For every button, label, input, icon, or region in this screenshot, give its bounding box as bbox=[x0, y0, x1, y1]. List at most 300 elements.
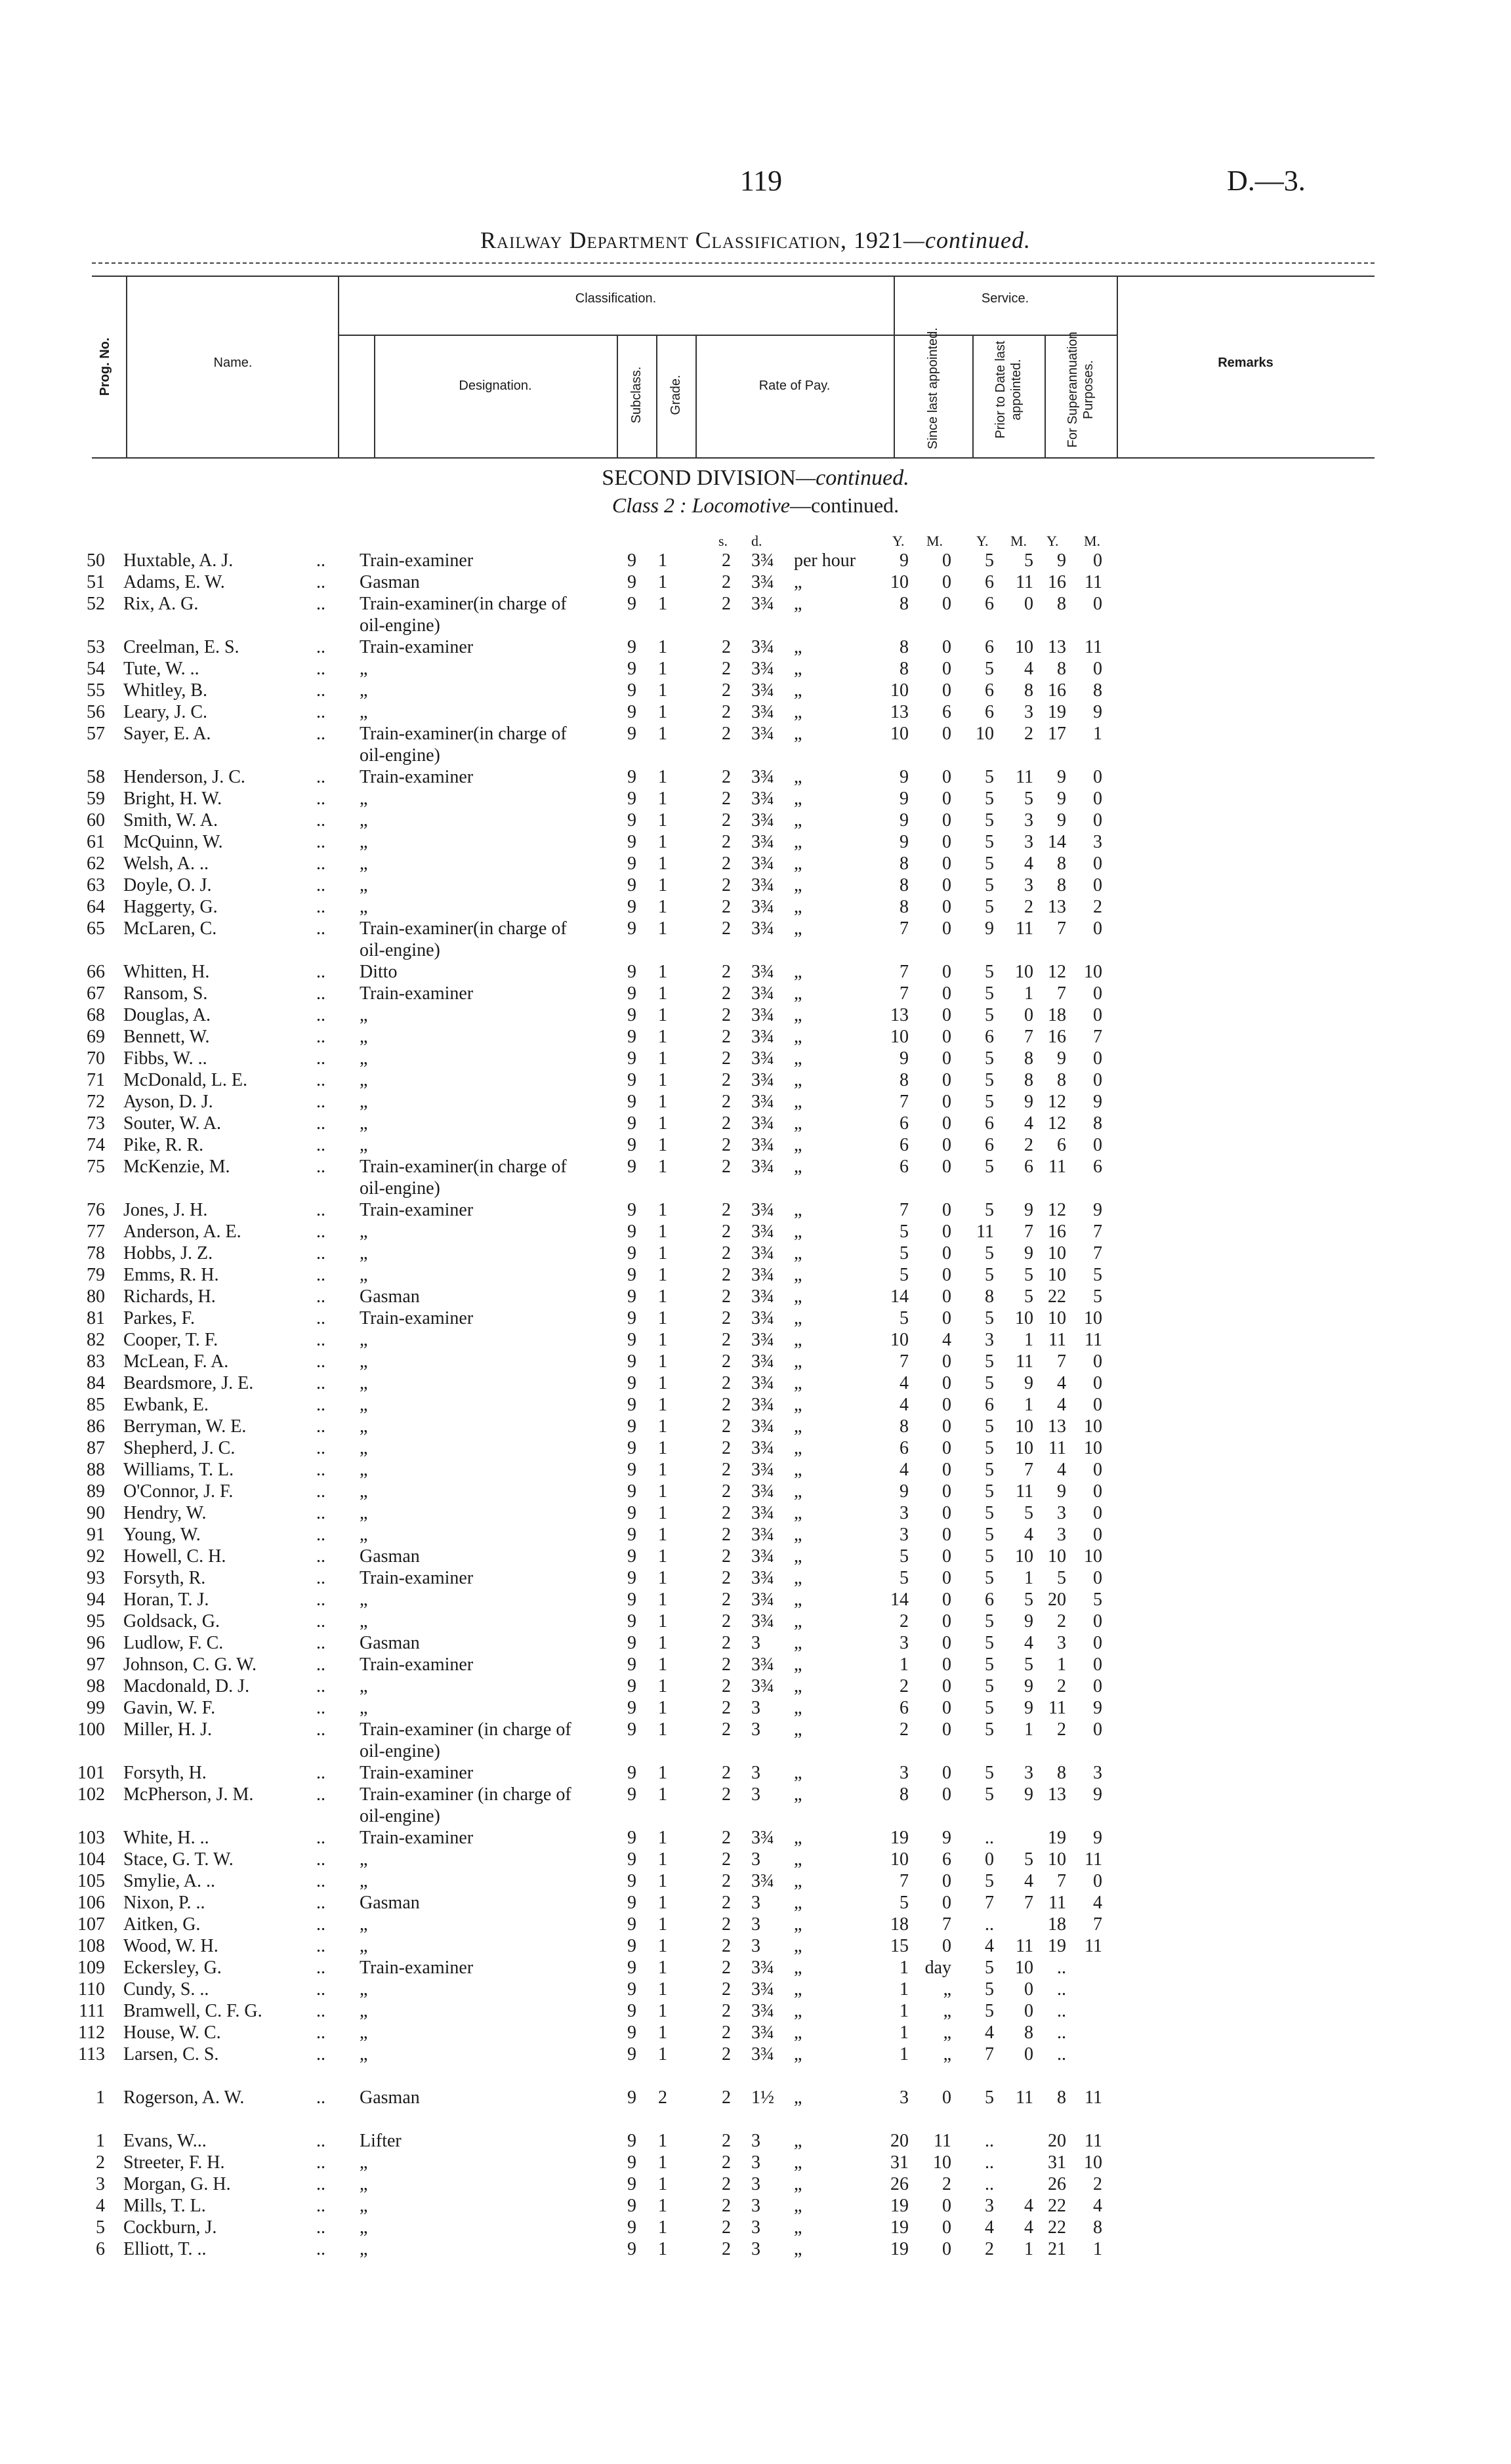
subclass: 9 bbox=[627, 918, 636, 939]
super-years: 11 bbox=[1048, 1157, 1066, 1177]
since-last-years: 6 bbox=[900, 1113, 909, 1134]
since-last-years: 7 bbox=[900, 918, 909, 939]
designation: „ bbox=[360, 1222, 368, 1242]
rate-shillings: 2 bbox=[722, 1611, 731, 1632]
since-last-years: 31 bbox=[890, 2152, 909, 2173]
designation: „ bbox=[360, 832, 368, 852]
leader-dots: .. bbox=[316, 1005, 325, 1025]
since-last-years: 6 bbox=[900, 1698, 909, 1718]
prior-years: 5 bbox=[985, 1460, 994, 1480]
rate-shillings: 2 bbox=[722, 1698, 731, 1718]
header-for-super: For Superannuation Purposes. bbox=[1066, 331, 1096, 448]
prog-number: 2 bbox=[96, 2152, 105, 2173]
prior-years: 5 bbox=[985, 853, 994, 874]
class-continued: —continued. bbox=[789, 493, 900, 517]
since-last-years: 19 bbox=[890, 2217, 909, 2238]
rate-pence: 3 bbox=[751, 2196, 760, 2216]
rate-shillings: 2 bbox=[722, 832, 731, 852]
table-row bbox=[0, 1502, 1511, 1524]
grade: 1 bbox=[658, 1828, 667, 1848]
since-last-years: 10 bbox=[890, 1330, 909, 1350]
prior-years: 5 bbox=[985, 1719, 994, 1740]
super-years: 11 bbox=[1048, 1893, 1066, 1913]
leader-dots: .. bbox=[316, 1351, 325, 1372]
rate-shillings: 2 bbox=[722, 983, 731, 1004]
rate-period: „ bbox=[794, 1135, 802, 1155]
since-last-months: 0 bbox=[942, 594, 951, 614]
super-years: 8 bbox=[1057, 1070, 1066, 1090]
subclass: 9 bbox=[627, 1048, 636, 1069]
employee-name: Miller, H. J. bbox=[123, 1719, 212, 1740]
since-last-months: 7 bbox=[942, 1914, 951, 1935]
super-years: .. bbox=[1057, 1979, 1066, 2000]
since-last-years: 7 bbox=[900, 1871, 909, 1891]
since-last-years: 6 bbox=[900, 1438, 909, 1458]
since-last-years: 2 bbox=[900, 1611, 909, 1632]
designation: Train-examiner(in charge of oil-engine) bbox=[360, 918, 567, 960]
table-row bbox=[0, 2217, 1511, 2238]
document-reference: D.—3. bbox=[1227, 165, 1306, 197]
rate-period: „ bbox=[794, 1373, 802, 1393]
designation: „ bbox=[360, 2152, 368, 2173]
leader-dots: .. bbox=[316, 983, 325, 1004]
subclass: 9 bbox=[627, 810, 636, 831]
rate-shillings: 2 bbox=[722, 1351, 731, 1372]
prior-months: 5 bbox=[1024, 789, 1033, 809]
leader-dots: .. bbox=[316, 2001, 325, 2021]
designation: Gasman bbox=[360, 1286, 420, 1307]
since-last-months: 0 bbox=[942, 1265, 951, 1285]
table-row bbox=[0, 701, 1511, 723]
super-months: 9 bbox=[1093, 1698, 1102, 1718]
prog-number: 68 bbox=[87, 1005, 105, 1025]
employee-name: Tute, W. .. bbox=[123, 659, 199, 679]
table-row bbox=[0, 593, 1511, 636]
table-row bbox=[0, 2087, 1511, 2108]
prog-number: 98 bbox=[87, 1676, 105, 1696]
subclass: 9 bbox=[627, 1784, 636, 1805]
since-last-years: 2 bbox=[900, 1676, 909, 1696]
prog-number: 74 bbox=[87, 1135, 105, 1155]
employee-name: McQuinn, W. bbox=[123, 832, 223, 852]
rate-shillings: 2 bbox=[722, 1719, 731, 1740]
super-months: 1 bbox=[1093, 2239, 1102, 2259]
since-last-months: 2 bbox=[942, 2174, 951, 2194]
super-months: 11 bbox=[1085, 572, 1102, 592]
table-row bbox=[0, 2195, 1511, 2217]
prog-number: 57 bbox=[87, 724, 105, 744]
rate-shillings: 2 bbox=[722, 1157, 731, 1177]
header-for-super-cell bbox=[1045, 331, 1117, 457]
rate-period: „ bbox=[794, 637, 802, 657]
table-row bbox=[0, 658, 1511, 680]
subclass: 9 bbox=[627, 789, 636, 809]
rate-pence: 3¾ bbox=[751, 1200, 774, 1220]
employee-name: Hendry, W. bbox=[123, 1503, 207, 1523]
super-years: 22 bbox=[1048, 2196, 1066, 2216]
rate-period: „ bbox=[794, 680, 802, 701]
table-row bbox=[0, 550, 1511, 571]
subclass: 9 bbox=[627, 1027, 636, 1047]
leader-dots: .. bbox=[316, 1135, 325, 1155]
subclass: 9 bbox=[627, 1416, 636, 1437]
grade: 1 bbox=[658, 594, 667, 614]
prior-years: 5 bbox=[985, 1525, 994, 1545]
super-months: 0 bbox=[1093, 1135, 1102, 1155]
prior-months: 2 bbox=[1024, 1135, 1033, 1155]
employee-name: Creelman, E. S. bbox=[123, 637, 239, 657]
prior-months: 9 bbox=[1024, 1784, 1033, 1805]
grade: 1 bbox=[658, 1893, 667, 1913]
subclass: 9 bbox=[627, 2044, 636, 2064]
employee-name: Jones, J. H. bbox=[123, 1200, 208, 1220]
rate-shillings: 2 bbox=[722, 659, 731, 679]
grade: 1 bbox=[658, 1958, 667, 1978]
super-months: 10 bbox=[1084, 1416, 1102, 1437]
since-last-months: 0 bbox=[942, 767, 951, 787]
employee-name: Ewbank, E. bbox=[123, 1395, 209, 1415]
rate-period: „ bbox=[794, 897, 802, 917]
table-row bbox=[0, 1849, 1511, 1870]
table-row bbox=[0, 1762, 1511, 1784]
rate-shillings: 2 bbox=[722, 724, 731, 744]
rate-period: „ bbox=[794, 1286, 802, 1307]
grade: 1 bbox=[658, 1157, 667, 1177]
grade: 1 bbox=[658, 1395, 667, 1415]
table-row bbox=[0, 1134, 1511, 1156]
employee-name: Smylie, A. .. bbox=[123, 1871, 216, 1891]
super-months: 10 bbox=[1084, 962, 1102, 982]
since-last-years: 4 bbox=[900, 1460, 909, 1480]
since-last-years: 10 bbox=[890, 572, 909, 592]
subclass: 9 bbox=[627, 1611, 636, 1632]
employee-name: Cockburn, J. bbox=[123, 2217, 217, 2238]
prior-months: 3 bbox=[1024, 832, 1033, 852]
rate-pence: 3¾ bbox=[751, 767, 774, 787]
subclass: 9 bbox=[627, 1503, 636, 1523]
prior-months: 5 bbox=[1024, 1849, 1033, 1870]
super-years: 19 bbox=[1048, 1936, 1066, 1956]
table-row bbox=[0, 1524, 1511, 1546]
since-last-months: 10 bbox=[933, 2152, 951, 2173]
prior-months: 3 bbox=[1024, 875, 1033, 895]
since-last-years: 10 bbox=[890, 1849, 909, 1870]
super-years: 14 bbox=[1048, 832, 1066, 852]
prior-months: 11 bbox=[1016, 767, 1033, 787]
leader-dots: .. bbox=[316, 1676, 325, 1696]
super-months: 10 bbox=[1084, 2152, 1102, 2173]
super-years: 19 bbox=[1048, 1828, 1066, 1848]
table-row bbox=[0, 1156, 1511, 1199]
subclass: 9 bbox=[627, 1828, 636, 1848]
rate-pence: 3¾ bbox=[751, 1027, 774, 1047]
leader-dots: .. bbox=[316, 2196, 325, 2216]
prior-years: 9 bbox=[985, 918, 994, 939]
super-years: 17 bbox=[1048, 724, 1066, 744]
designation: Gasman bbox=[360, 1546, 420, 1567]
prior-months: 10 bbox=[1015, 1546, 1033, 1567]
employee-name: Forsyth, H. bbox=[123, 1763, 207, 1783]
subclass: 9 bbox=[627, 1676, 636, 1696]
super-years: 16 bbox=[1048, 1027, 1066, 1047]
subclass: 9 bbox=[627, 853, 636, 874]
super-months: 8 bbox=[1093, 2217, 1102, 2238]
prior-years: 5 bbox=[985, 1243, 994, 1263]
header-name: Name. bbox=[213, 356, 253, 370]
designation: Train-examiner bbox=[360, 1763, 474, 1783]
leader-dots: .. bbox=[316, 767, 325, 787]
rate-pence: 3¾ bbox=[751, 1546, 774, 1567]
super-years: 11 bbox=[1048, 1698, 1066, 1718]
prog-number: 64 bbox=[87, 897, 105, 917]
designation: Gasman bbox=[360, 1893, 420, 1913]
since-last-months: 0 bbox=[942, 659, 951, 679]
header-classification: Classification. bbox=[575, 291, 657, 306]
rate-shillings: 2 bbox=[722, 1590, 731, 1610]
table-row bbox=[0, 853, 1511, 874]
since-last-years: 19 bbox=[890, 1828, 909, 1848]
super-years: 13 bbox=[1048, 897, 1066, 917]
grade: 1 bbox=[658, 832, 667, 852]
leader-dots: .. bbox=[316, 1525, 325, 1545]
rate-shillings: 2 bbox=[722, 2174, 731, 2194]
super-years: 4 bbox=[1057, 1460, 1066, 1480]
super-months: 1 bbox=[1093, 724, 1102, 744]
since-last-months: 0 bbox=[942, 1113, 951, 1134]
prog-number: 93 bbox=[87, 1568, 105, 1588]
designation: Ditto bbox=[360, 962, 398, 982]
rate-shillings: 2 bbox=[722, 1005, 731, 1025]
rate-shillings: 2 bbox=[722, 1135, 731, 1155]
super-months: 0 bbox=[1093, 594, 1102, 614]
rate-pence: 3¾ bbox=[751, 1654, 774, 1675]
super-years: 7 bbox=[1057, 918, 1066, 939]
employee-name: Haggerty, G. bbox=[123, 897, 218, 917]
super-months: 7 bbox=[1093, 1243, 1102, 1263]
super-months: 3 bbox=[1093, 1763, 1102, 1783]
since-last-months: „ bbox=[943, 2023, 951, 2043]
table-row bbox=[0, 1459, 1511, 1481]
employee-name: Bright, H. W. bbox=[123, 789, 222, 809]
prior-years: 5 bbox=[985, 1438, 994, 1458]
super-months: 2 bbox=[1093, 897, 1102, 917]
rate-pence: 3¾ bbox=[751, 1330, 774, 1350]
since-last-years: 8 bbox=[900, 897, 909, 917]
grade: 1 bbox=[658, 572, 667, 592]
unit-years: Y. bbox=[976, 533, 989, 549]
grade: 1 bbox=[658, 637, 667, 657]
rate-pence: 3¾ bbox=[751, 1481, 774, 1502]
grade: 1 bbox=[658, 1286, 667, 1307]
grade: 1 bbox=[658, 1416, 667, 1437]
rate-pence: 3 bbox=[751, 1936, 760, 1956]
header-rate-of-pay: Rate of Pay. bbox=[758, 379, 831, 393]
rate-period: „ bbox=[794, 2044, 802, 2064]
leader-dots: .. bbox=[316, 659, 325, 679]
super-years: 2 bbox=[1057, 1676, 1066, 1696]
leader-dots: .. bbox=[316, 1481, 325, 1502]
employee-name: Macdonald, D. J. bbox=[123, 1676, 250, 1696]
rate-shillings: 2 bbox=[722, 572, 731, 592]
header-service: Service. bbox=[981, 291, 1029, 306]
since-last-years: 9 bbox=[900, 832, 909, 852]
grade: 1 bbox=[658, 1784, 667, 1805]
super-years: 12 bbox=[1048, 1200, 1066, 1220]
header-since-last: Since last appointed. bbox=[926, 327, 940, 449]
subclass: 9 bbox=[627, 2087, 636, 2108]
rate-shillings: 2 bbox=[722, 2217, 731, 2238]
table-row bbox=[0, 1069, 1511, 1091]
prior-years: 5 bbox=[985, 2001, 994, 2021]
rate-shillings: 2 bbox=[722, 1871, 731, 1891]
leader-dots: .. bbox=[316, 572, 325, 592]
since-last-years: 3 bbox=[900, 2087, 909, 2108]
since-last-months: 0 bbox=[942, 1719, 951, 1740]
designation: Train-examiner bbox=[360, 1958, 474, 1978]
table-row bbox=[0, 2238, 1511, 2260]
table-row bbox=[0, 1221, 1511, 1242]
since-last-months: 6 bbox=[942, 702, 951, 722]
employee-name: Gavin, W. F. bbox=[123, 1698, 216, 1718]
employee-name: Aitken, G. bbox=[123, 1914, 201, 1935]
designation: „ bbox=[360, 810, 368, 831]
subclass: 9 bbox=[627, 2196, 636, 2216]
rate-period: „ bbox=[794, 789, 802, 809]
rate-shillings: 2 bbox=[722, 1460, 731, 1480]
since-last-months: 0 bbox=[942, 1243, 951, 1263]
rate-period: „ bbox=[794, 1048, 802, 1069]
rate-period: „ bbox=[794, 810, 802, 831]
prog-number: 3 bbox=[96, 2174, 105, 2194]
since-last-months: 0 bbox=[942, 1460, 951, 1480]
rate-shillings: 2 bbox=[722, 1893, 731, 1913]
super-years: 10 bbox=[1048, 1849, 1066, 1870]
rate-period: „ bbox=[794, 1611, 802, 1632]
header-remarks: Remarks bbox=[1218, 356, 1273, 370]
prior-years: 5 bbox=[985, 810, 994, 831]
super-years: 4 bbox=[1057, 1395, 1066, 1415]
designation: „ bbox=[360, 1395, 368, 1415]
since-last-months: 6 bbox=[942, 1849, 951, 1870]
subclass: 9 bbox=[627, 637, 636, 657]
grade: 1 bbox=[658, 1676, 667, 1696]
rate-period: „ bbox=[794, 2131, 802, 2151]
subclass: 9 bbox=[627, 1135, 636, 1155]
prior-years: 5 bbox=[985, 1351, 994, 1372]
prior-months: 3 bbox=[1024, 702, 1033, 722]
prog-number: 67 bbox=[87, 983, 105, 1004]
title-continued: —continued. bbox=[903, 227, 1031, 253]
table-row bbox=[0, 1654, 1511, 1675]
subclass: 9 bbox=[627, 1286, 636, 1307]
super-years: 13 bbox=[1048, 1416, 1066, 1437]
table-row bbox=[0, 983, 1511, 1004]
rate-period: „ bbox=[794, 2196, 802, 2216]
table-row bbox=[0, 1546, 1511, 1567]
since-last-years: 8 bbox=[900, 637, 909, 657]
table-row bbox=[0, 723, 1511, 766]
grade: 1 bbox=[658, 1460, 667, 1480]
prior-years: 5 bbox=[985, 1092, 994, 1112]
prior-years: 6 bbox=[985, 702, 994, 722]
prior-months: 2 bbox=[1024, 897, 1033, 917]
header-divider bbox=[656, 335, 657, 457]
prog-number: 89 bbox=[87, 1481, 105, 1502]
designation: Gasman bbox=[360, 1633, 420, 1653]
since-last-years: 9 bbox=[900, 810, 909, 831]
leader-dots: .. bbox=[316, 2131, 325, 2151]
designation: „ bbox=[360, 1005, 368, 1025]
subclass: 9 bbox=[627, 1936, 636, 1956]
super-years: 7 bbox=[1057, 983, 1066, 1004]
grade: 1 bbox=[658, 1222, 667, 1242]
prior-years: 5 bbox=[985, 1005, 994, 1025]
since-last-months: 0 bbox=[942, 1070, 951, 1090]
super-years: 8 bbox=[1057, 1763, 1066, 1783]
since-last-years: 10 bbox=[890, 680, 909, 701]
rate-pence: 3¾ bbox=[751, 1113, 774, 1134]
super-months: 5 bbox=[1093, 1286, 1102, 1307]
employee-name: Johnson, C. G. W. bbox=[123, 1654, 257, 1675]
subclass: 9 bbox=[627, 659, 636, 679]
prior-months: 10 bbox=[1015, 962, 1033, 982]
designation: „ bbox=[360, 1676, 368, 1696]
rate-period: „ bbox=[794, 983, 802, 1004]
super-months: 0 bbox=[1093, 767, 1102, 787]
designation: „ bbox=[360, 2217, 368, 2238]
employee-name: Emms, R. H. bbox=[123, 1265, 219, 1285]
rate-period: per hour bbox=[794, 550, 856, 571]
employee-name: Ransom, S. bbox=[123, 983, 208, 1004]
super-months: 9 bbox=[1093, 702, 1102, 722]
prog-number: 61 bbox=[87, 832, 105, 852]
leader-dots: .. bbox=[316, 637, 325, 657]
table-row bbox=[0, 1979, 1511, 2000]
prog-number: 52 bbox=[87, 594, 105, 614]
employee-name: Forsyth, R. bbox=[123, 1568, 206, 1588]
prior-years: 5 bbox=[985, 1416, 994, 1437]
designation: „ bbox=[360, 1979, 368, 2000]
prior-years: 7 bbox=[985, 1893, 994, 1913]
prior-years: 5 bbox=[985, 1958, 994, 1978]
rate-shillings: 2 bbox=[722, 1243, 731, 1263]
designation: „ bbox=[360, 2023, 368, 2043]
prior-months: 11 bbox=[1016, 1351, 1033, 1372]
leader-dots: .. bbox=[316, 1546, 325, 1567]
prog-number: 94 bbox=[87, 1590, 105, 1610]
leader-dots: .. bbox=[316, 1979, 325, 2000]
prior-months: 4 bbox=[1024, 853, 1033, 874]
leader-dots: .. bbox=[316, 1222, 325, 1242]
designation: „ bbox=[360, 1330, 368, 1350]
grade: 1 bbox=[658, 1914, 667, 1935]
prog-number: 97 bbox=[87, 1654, 105, 1675]
prior-months: 11 bbox=[1016, 1936, 1033, 1956]
subclass: 9 bbox=[627, 1546, 636, 1567]
since-last-years: 5 bbox=[900, 1243, 909, 1263]
super-years: 7 bbox=[1057, 1351, 1066, 1372]
subclass: 9 bbox=[627, 1525, 636, 1545]
super-years: 7 bbox=[1057, 1871, 1066, 1891]
rate-shillings: 2 bbox=[722, 2152, 731, 2173]
designation: Train-examiner bbox=[360, 767, 474, 787]
subclass: 9 bbox=[627, 2131, 636, 2151]
employee-name: Adams, E. W. bbox=[123, 572, 225, 592]
unit-pence: d. bbox=[751, 533, 762, 549]
rate-period: „ bbox=[794, 1784, 802, 1805]
subclass: 9 bbox=[627, 702, 636, 722]
prog-number: 108 bbox=[77, 1936, 105, 1956]
